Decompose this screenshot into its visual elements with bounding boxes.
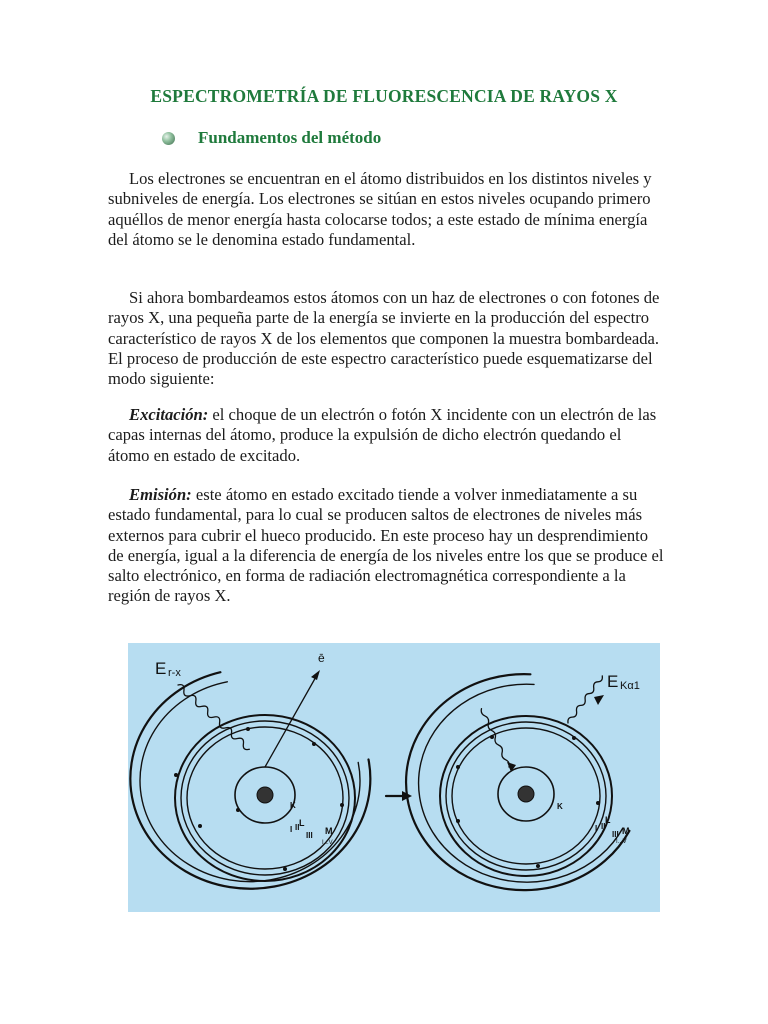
left-electron — [312, 742, 316, 746]
right-electron — [572, 736, 576, 740]
left-electron — [236, 808, 240, 812]
paragraph-text: Si ahora bombardeamos estos átomos con un haz de electrones o con fotones de rayos X, una pequeña parte de la energía se invierte en la producción del espectro característico de rayos X de los elementos que componen la muestra bombardeada. El proceso de producción de este espectro característico puede esquematizarse del modo siguiente: — [108, 288, 660, 389]
section-heading: Fundamentos del método — [198, 128, 382, 147]
paragraph-excitation — [108, 405, 664, 466]
right-electron — [536, 864, 540, 868]
right-emission-subscript: Kα1 — [620, 680, 640, 692]
right-nucleus — [518, 786, 534, 802]
left-electron — [198, 824, 202, 828]
left-ejected-arrowhead — [311, 670, 320, 680]
left-electron — [246, 727, 250, 731]
right-shell-l-label: L — [605, 815, 611, 825]
right-shell-l-sub-ii: II — [601, 822, 606, 831]
left-shell-l-label: L — [299, 818, 305, 828]
right-atom — [406, 674, 629, 890]
paragraph-ground-state — [108, 169, 664, 250]
paragraph-text: Los electrones se encuentran en el átomo distribuidos en los distintos niveles y subniveles de energía. Los electrones se sitúan en estos niveles ocupando primero aquéllos de menor energía hasta colocarse todos; a este estado de mínima energía del átomo se le denomina estado fundamental. — [108, 169, 652, 249]
left-electron — [340, 803, 344, 807]
emission-term: Emisión: — [129, 485, 192, 504]
excitation-term: Excitación: — [129, 405, 209, 424]
left-incident-ray — [176, 683, 251, 752]
left-shell-l-sub-ii: II — [295, 823, 300, 832]
left-electron — [174, 773, 178, 777]
left-shell-k-label: K — [290, 801, 296, 810]
left-incident-subscript: r-x — [168, 667, 181, 679]
left-nucleus — [257, 787, 273, 803]
left-electron — [283, 867, 287, 871]
right-electron — [456, 819, 460, 823]
left-atom — [130, 670, 370, 889]
left-shell-m-label: M — [325, 826, 333, 836]
right-emission-label: E — [607, 672, 619, 691]
paragraph-bombardment — [108, 288, 664, 389]
right-emitted-arrowhead — [594, 695, 604, 705]
right-electron — [490, 735, 494, 739]
left-ejected-label: ē — [318, 651, 325, 665]
page-title: ESPECTROMETRÍA DE FLUORESCENCIA DE RAYOS X — [150, 86, 618, 106]
right-electron — [456, 765, 460, 769]
right-transition-path — [463, 709, 527, 767]
right-outer-shell-m — [406, 674, 629, 890]
left-shell-l-sub-iii: III — [306, 831, 313, 840]
right-shell-m-sub: I...V — [616, 839, 627, 845]
paragraph-emission — [108, 485, 664, 607]
right-shell-l-sub-i: I — [595, 824, 598, 833]
left-outer-shell-m — [130, 672, 370, 889]
paragraph-text: este átomo en estado excitado tiende a volver inmediatamente a su estado fundamental, para lo cual se producen saltos de electrones de niveles más externos para cubrir el hueco producido. En este proceso hay un desprendimiento de energía, igual a la diferencia de energía de los niveles entre los que se produce el salto electrónico, en forma de radiación electromagnética correspondiente a la región de rayos X. — [108, 485, 664, 606]
atom-diagram — [128, 643, 660, 912]
right-shell-m-label: M — [622, 826, 630, 836]
green-bullet-icon — [162, 132, 175, 145]
right-shell-l-sub-iii: III — [612, 830, 619, 839]
left-shell-m-sub: I...V — [322, 840, 333, 846]
right-shell-k-label: K — [557, 802, 563, 811]
atom-diagram-figure — [128, 643, 660, 912]
left-incident-label: E — [155, 659, 167, 678]
paragraph-text: el choque de un electrón o fotón X incidente con un electrón de las capas internas del átomo, produce la expulsión de dicho electrón quedando el átomo en estado de excitado. — [108, 405, 657, 465]
right-emitted-ray — [558, 676, 612, 723]
section-heading-row — [162, 128, 381, 148]
right-outer-shell-m-inner — [419, 684, 623, 882]
left-outer-shell-m-inner — [140, 682, 360, 882]
left-shell-l-sub-i: I — [290, 825, 293, 834]
right-electron — [596, 801, 600, 805]
